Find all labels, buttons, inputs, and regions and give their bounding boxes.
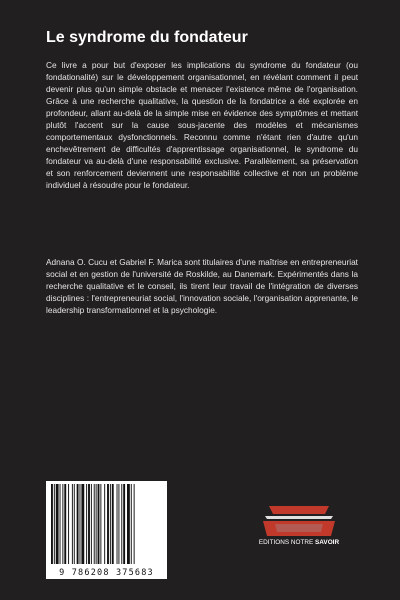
- barcode-bar: [54, 484, 55, 564]
- barcode-bar: [86, 484, 87, 564]
- barcode-bar: [118, 484, 119, 564]
- barcode-bar: [68, 484, 69, 564]
- barcode-bar: [131, 484, 132, 564]
- barcode-bar: [88, 484, 90, 564]
- isbn-barcode: [46, 481, 167, 579]
- barcode-bar: [96, 484, 97, 564]
- barcode-bar: [100, 484, 101, 564]
- barcode-bar: [104, 484, 105, 564]
- barcode-bar: [80, 484, 81, 564]
- barcode-bar: [64, 484, 66, 564]
- publisher-name-prefix: EDITIONS NOTRE: [258, 539, 314, 546]
- barcode-bar: [62, 484, 63, 564]
- barcode-bar: [60, 484, 61, 564]
- barcode-bar: [123, 484, 125, 564]
- book-title: Le syndrome du fondateur: [46, 29, 248, 46]
- barcode-bar: [107, 484, 109, 564]
- publisher-logo: [244, 502, 354, 550]
- barcode-bar: [77, 484, 79, 564]
- barcode-bar: [127, 484, 130, 564]
- book-description: Ce livre a pour but d'exposer les implications du syndrome du fondateur (ou fondationalité) sur le développement organisationnel, en révélant comment il peut devenir plus qu'un simple obstacle et menacer l'existence même de l'organisation. Grâce à une recherche qualitative, la question de la fondatrice a été explorée en profondeur, allant au-delà de la simple mise en évidence des symptômes et mettant plutôt l'accent sur la cause sous-jacente des modèles et mécanismes comportementaux dysfonctionnels. Reconnu comme n'étant rien d'autre qu'un enchevêtrement de difficultés d'apprentissage organisationnel, le syndrome du fondateur va au-delà d'une responsabilité exclusive. Parallèlement, sa préservation et son renforcement deviennent une responsabilité collective et non un problème individuel à résoudre pour le fondateur.: [46, 60, 358, 190]
- publisher-name: [244, 539, 354, 546]
- barcode-bar: [121, 484, 122, 564]
- barcode-bar: [91, 484, 92, 564]
- barcode-bar: [94, 484, 95, 564]
- barcode-bars: [49, 484, 164, 564]
- barcode-bar: [134, 484, 135, 564]
- publisher-name-bold: SAVOIR: [315, 539, 340, 546]
- barcode-bar: [117, 484, 118, 564]
- barcode-bar: [74, 484, 75, 564]
- isbn-digits: 9 786208 375683: [59, 568, 154, 578]
- barcode-bar: [81, 484, 84, 564]
- book-stack-icon: [261, 502, 337, 538]
- barcode-bar: [56, 484, 59, 564]
- author-bio: Adnana O. Cucu et Gabriel F. Marica sont titulaires d'une maîtrise en entrepreneuriat social et en gestion de l'université de Roskilde, au Danemark. Expérimentés dans la recherche qualitative et le conseil, ils tirent leur travail de l'intégration de diverses disciplines : l'entrepreneuriat social, l'innovation sociale, l'organisation apprenante, le leadership transformationnel et la psychologie.: [46, 257, 358, 315]
- barcode-bar: [112, 484, 114, 564]
- barcode-bar: [51, 484, 53, 564]
- barcode-bar: [98, 484, 100, 564]
- barcode-bar: [72, 484, 73, 564]
- barcode-bar: [110, 484, 111, 564]
